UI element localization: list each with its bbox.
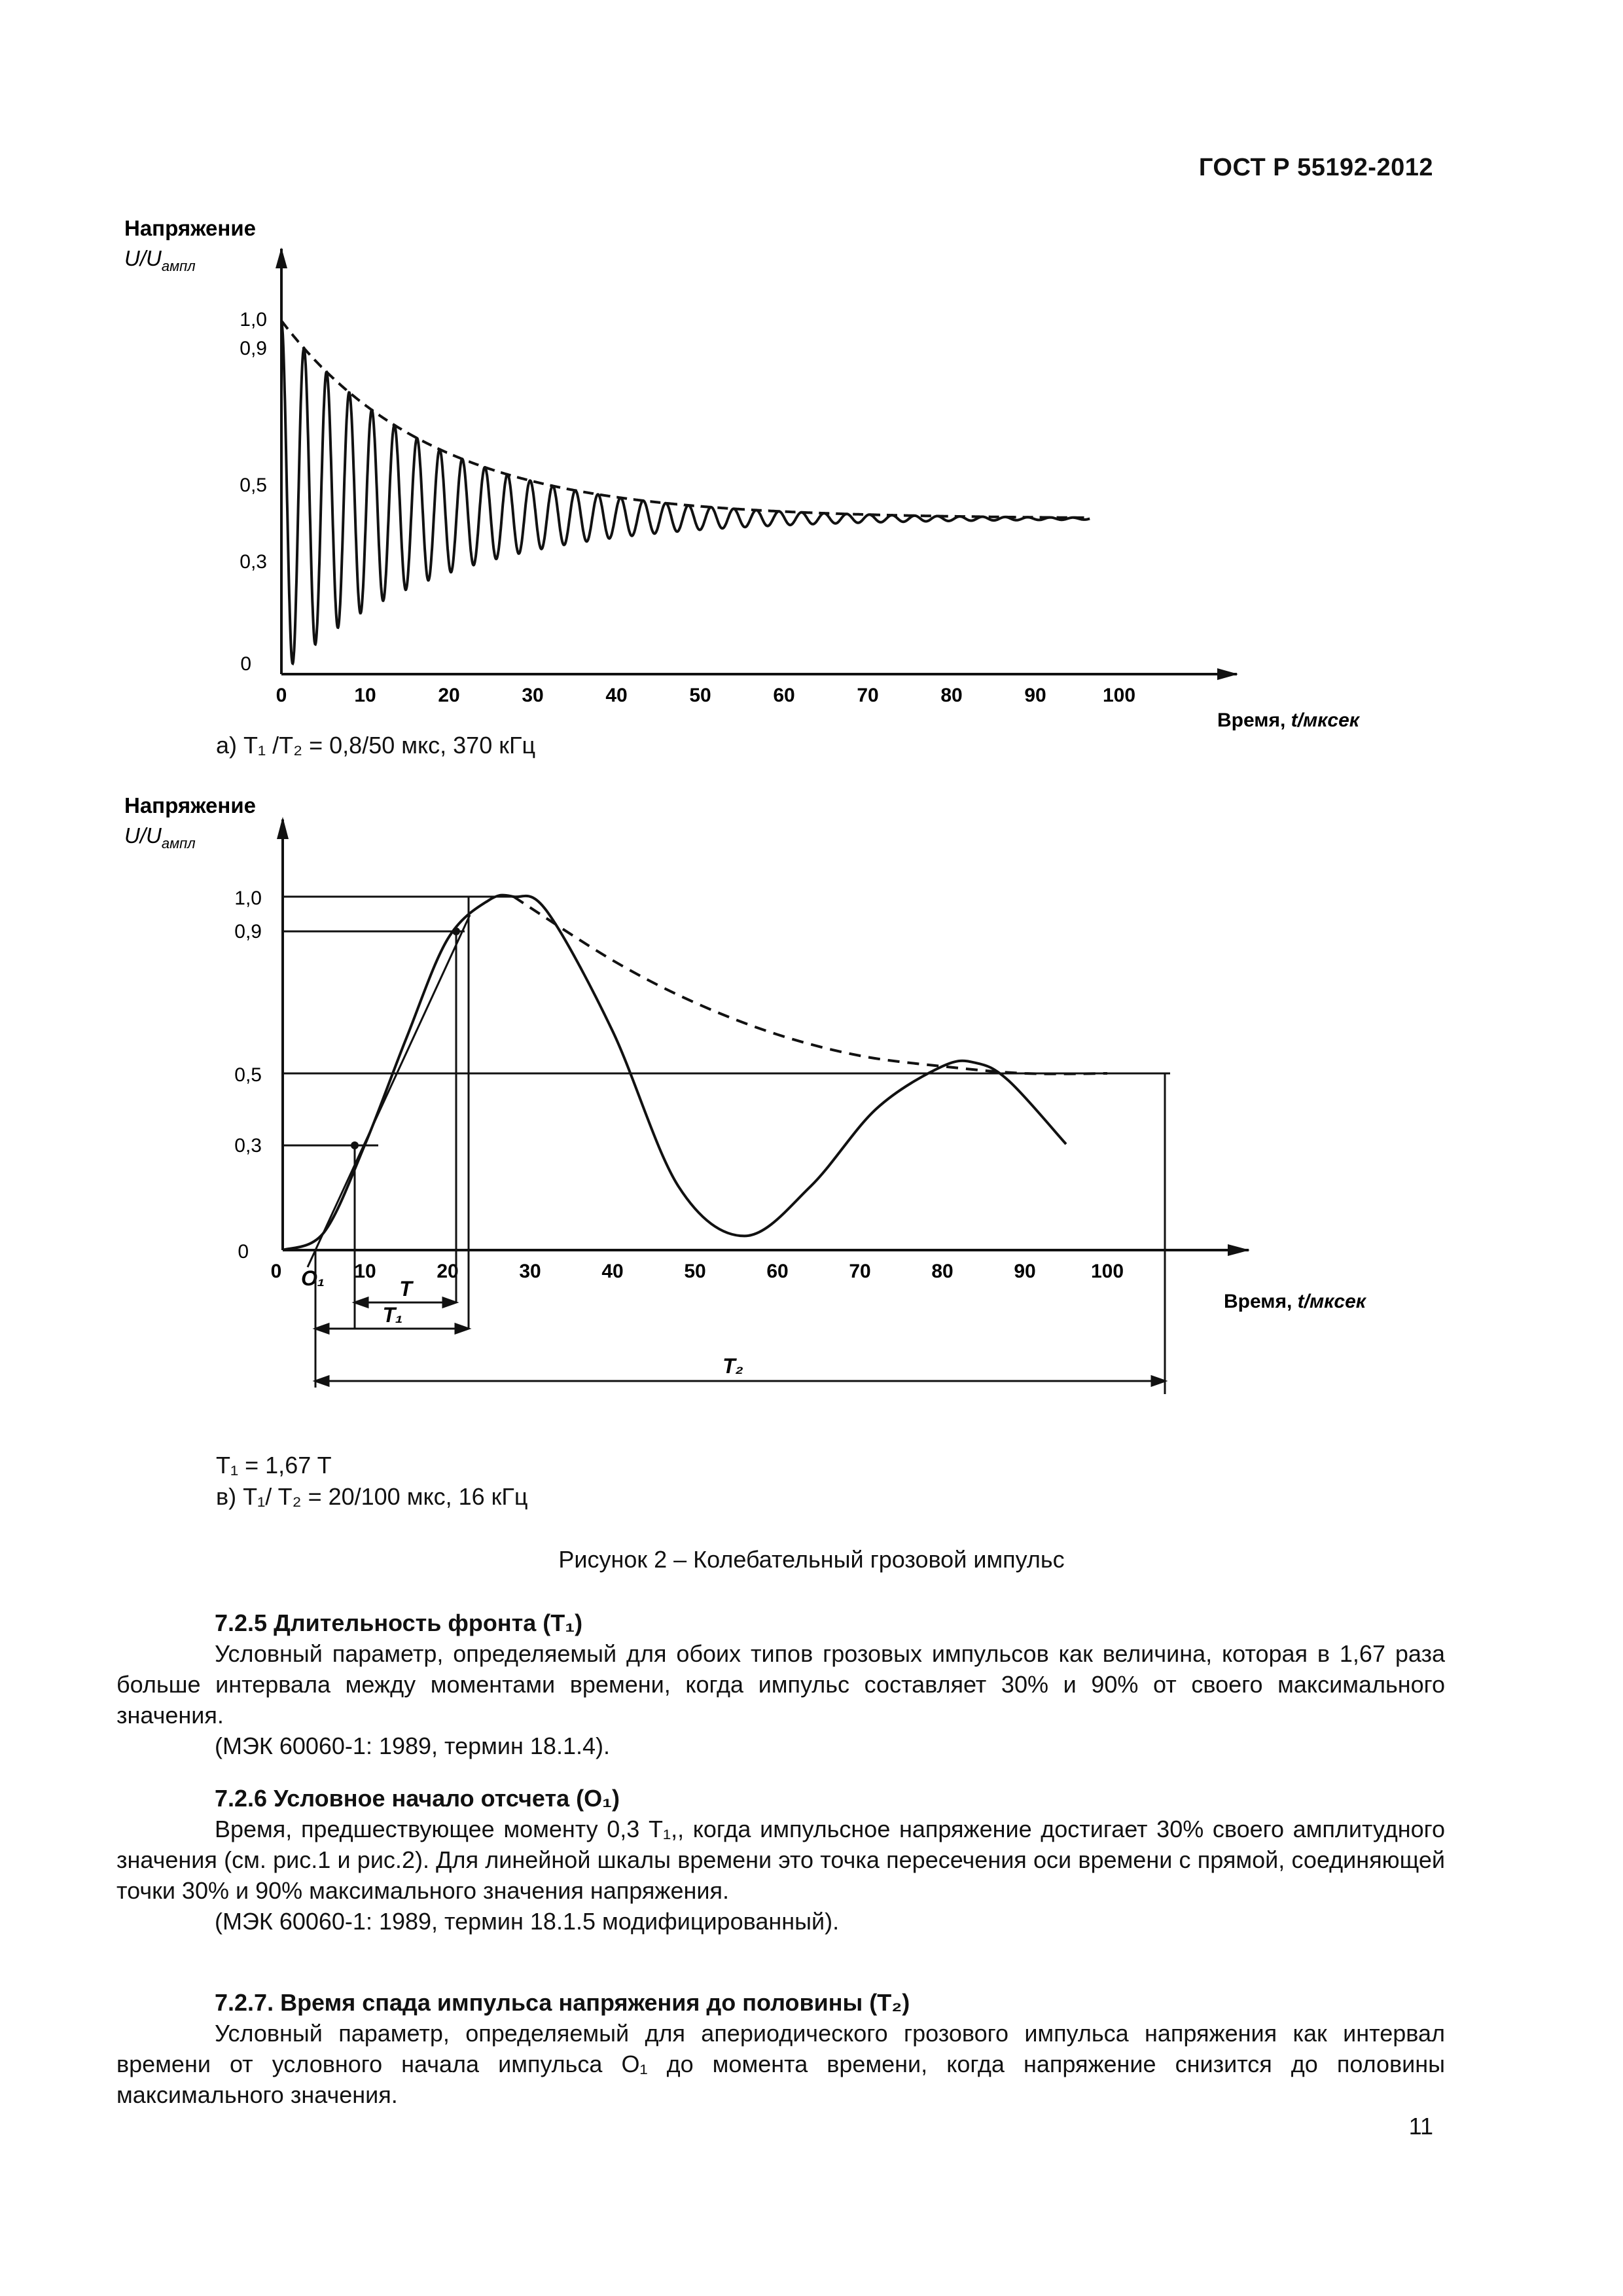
figure-a-ylabel-unit: $U/U_{ампл}$ xyxy=(124,246,196,274)
section-source: (МЭК 60060-1: 1989, термин 18.1.4). xyxy=(215,1732,610,1759)
figure-b-xtick-50: 50 xyxy=(684,1261,706,1282)
figure-b-xtick-70: 70 xyxy=(849,1261,871,1282)
section-heading: 7.2.6 Условное начало отсчета (O₁) xyxy=(215,1785,620,1812)
figure-title: Рисунок 2 – Колебательный грозовой импульс xyxy=(558,1546,1065,1573)
figure-a-ytick-0-9: 0,9 xyxy=(240,338,267,359)
document-id: ГОСТ Р 55192-2012 xyxy=(1198,154,1433,181)
figure-b-dim-T1-arrow-right xyxy=(455,1324,469,1333)
figure-a-xtick-90: 90 xyxy=(1024,685,1046,706)
figure-b-label-T2: T₂ xyxy=(722,1354,743,1378)
figure-b-dim-T-arrow-left xyxy=(355,1298,368,1307)
section-paragraph: Условный параметр, определяемый для обоих типов грозовых импульсов как величина, которая в 1,67 раза больше интервала между моментами времени, когда импульс составляет 30% и 90% от своего максимального значения. xyxy=(116,1640,1445,1729)
figure-a-xtick-30: 30 xyxy=(522,685,544,706)
figure-b-ylabel: Напряжение xyxy=(124,793,256,817)
figure-b-ytick-0: 0 xyxy=(238,1241,249,1263)
figure-a-xlabel: Время, t/мксек xyxy=(1217,709,1359,731)
figure-b-point-30pct xyxy=(351,1141,359,1149)
figure-b-dim-T2-arrow-right xyxy=(1152,1376,1165,1386)
figure-a-x-arrow xyxy=(1217,668,1238,680)
figure-b-label-T1: T₁ xyxy=(382,1303,403,1327)
figure-a-xtick-60: 60 xyxy=(773,685,795,706)
figure-a-xtick-20: 20 xyxy=(438,685,460,706)
figure-b-xtick-0: 0 xyxy=(270,1261,282,1282)
section-heading: 7.2.5 Длительность фронта (T₁) xyxy=(215,1609,583,1636)
figure-a-ytick-0-3: 0,3 xyxy=(240,551,267,573)
figure-b-xtick-90: 90 xyxy=(1014,1261,1036,1282)
figure-b-x-arrow xyxy=(1228,1244,1250,1256)
figure-a-ytick-0-5: 0,5 xyxy=(240,475,267,496)
figure-b-ytick-0-5: 0,5 xyxy=(234,1064,262,1086)
figure-a-xtick-100: 100 xyxy=(1102,685,1136,706)
figure-b-point-90pct xyxy=(452,927,460,935)
section-heading: 7.2.7. Время спада импульса напряжения до половины (T₂) xyxy=(215,1989,910,2016)
figure-a-caption: а) T₁ /T₂ = 0,8/50 мкс, 370 кГц xyxy=(216,732,536,759)
figure-a-xtick-70: 70 xyxy=(857,685,879,706)
figure-b-xlabel: Время, t/мксек xyxy=(1224,1291,1366,1312)
section-7-2-5 xyxy=(116,1596,1445,1761)
figure-a-xtick-50: 50 xyxy=(689,685,711,706)
figure-b-xtick-40: 40 xyxy=(601,1261,624,1282)
figure-b-dim-T1-arrow-left xyxy=(315,1324,329,1333)
figure-b-ytick-0-3: 0,3 xyxy=(234,1135,262,1157)
figure-b-label-T: T xyxy=(399,1277,412,1300)
figure-a-ytick-1: 1,0 xyxy=(240,309,267,331)
figure-a-xtick-80: 80 xyxy=(940,685,963,706)
figure-a-y-arrow xyxy=(276,247,287,268)
figure-b-origin-label: O₁ xyxy=(301,1266,325,1290)
figure-b-xtick-100: 100 xyxy=(1090,1261,1124,1282)
figure-a-envelope-curve xyxy=(281,321,1090,518)
figure-b-y-arrow xyxy=(277,817,289,839)
figure-b-caption-line2: в) T₁/ T₂ = 20/100 мкс, 16 кГц xyxy=(216,1483,528,1510)
section-paragraph: Условный параметр, определяемый для апериодического грозового импульса напряжения как интервал времени от условного начала импульса O₁ до момента времени, когда напряжение снизится до половины максимального значения. xyxy=(116,2020,1445,2108)
figure-a-xtick-10: 10 xyxy=(354,685,376,706)
figure-a-ylabel: Напряжение xyxy=(124,216,256,240)
figure-b-ytick-1: 1,0 xyxy=(234,888,262,909)
figure-a-chart xyxy=(111,209,1433,733)
figure-a-ytick-0: 0 xyxy=(240,653,251,675)
figure-b-ylabel-unit: $U/U_{ампл}$ xyxy=(124,823,196,852)
page-number: 11 xyxy=(1408,2113,1433,2140)
section-7-2-6 xyxy=(116,1771,1445,1937)
figure-b-xtick-60: 60 xyxy=(766,1261,789,1282)
figure-b-dim-T-arrow-right xyxy=(443,1298,456,1307)
figure-b-xtick-10: 10 xyxy=(354,1261,376,1282)
figure-b-xtick-30: 30 xyxy=(519,1261,541,1282)
figure-b-envelope-curve xyxy=(514,897,1107,1074)
figure-a-xtick-0: 0 xyxy=(276,685,287,706)
figure-b xyxy=(111,779,1433,1446)
figure-b-xtick-20: 20 xyxy=(437,1261,459,1282)
figure-b-ytick-0-9: 0,9 xyxy=(234,921,262,942)
figure-b-xtick-80: 80 xyxy=(931,1261,954,1282)
figure-b-dim-T2-arrow-left xyxy=(315,1376,329,1386)
section-source: (МЭК 60060-1: 1989, термин 18.1.5 модифицированный). xyxy=(215,1908,840,1935)
figure-a xyxy=(111,209,1433,733)
section-paragraph: Время, предшествующее моменту 0,3 T₁,, когда импульсное напряжение достигает 30% своего амплитудного значения (см. рис.1 и рис.2). Для линейной шкалы времени это точка пересечения оси времени с прямой, соединяющей точки 30% и 90% максимального значения напряжения. xyxy=(116,1816,1445,1904)
figure-b-front-line xyxy=(308,915,470,1267)
figure-a-xtick-40: 40 xyxy=(605,685,628,706)
figure-b-caption-line1: T₁ = 1,67 T xyxy=(216,1452,332,1479)
section-7-2-7 xyxy=(116,1975,1445,2110)
figure-a-oscillation-curve xyxy=(281,321,1090,664)
figure-b-chart xyxy=(111,779,1433,1446)
